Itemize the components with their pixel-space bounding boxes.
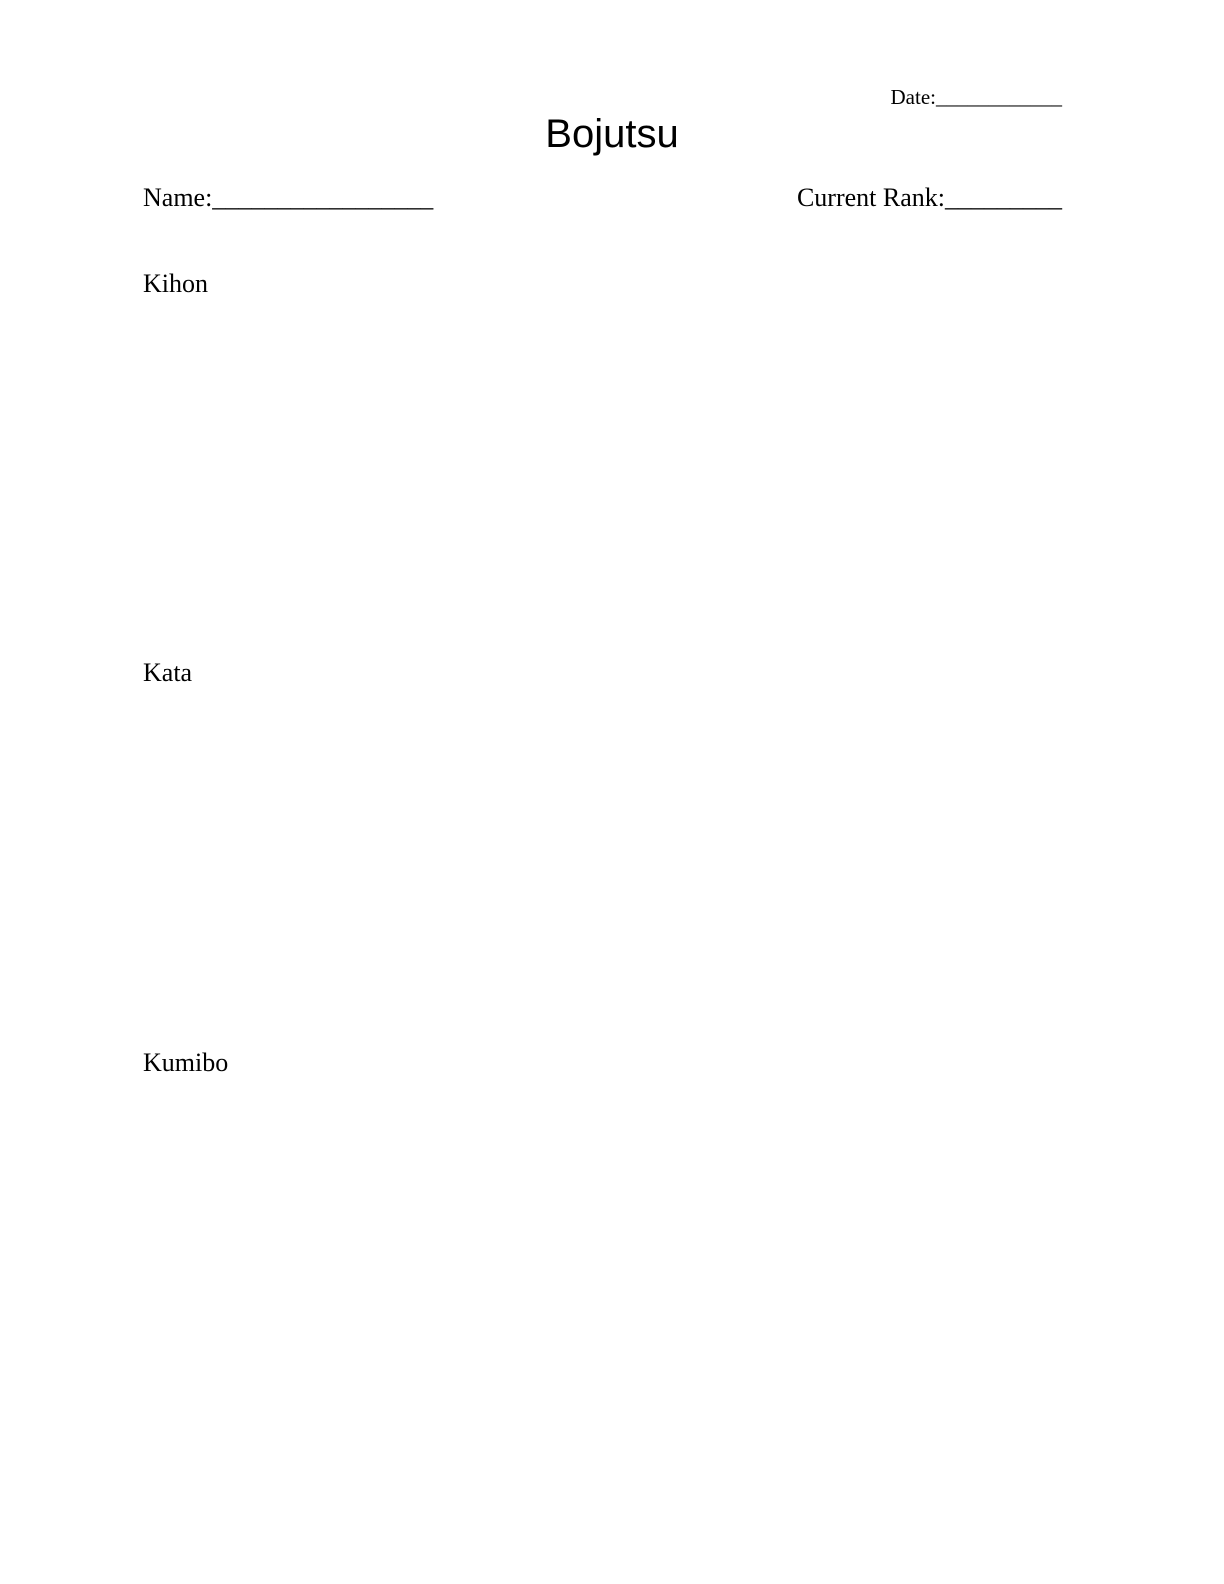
name-field-line: Name:_________________ xyxy=(143,183,434,212)
page-title: Bojutsu xyxy=(545,112,679,156)
current-rank-field-line: Current Rank:_________ xyxy=(796,183,1062,212)
section-heading-kumibo: Kumibo xyxy=(143,1048,229,1077)
section-heading-kihon: Kihon xyxy=(143,269,208,298)
section-heading-kata: Kata xyxy=(143,658,193,687)
date-field-line: Date:____________ xyxy=(890,85,1062,109)
